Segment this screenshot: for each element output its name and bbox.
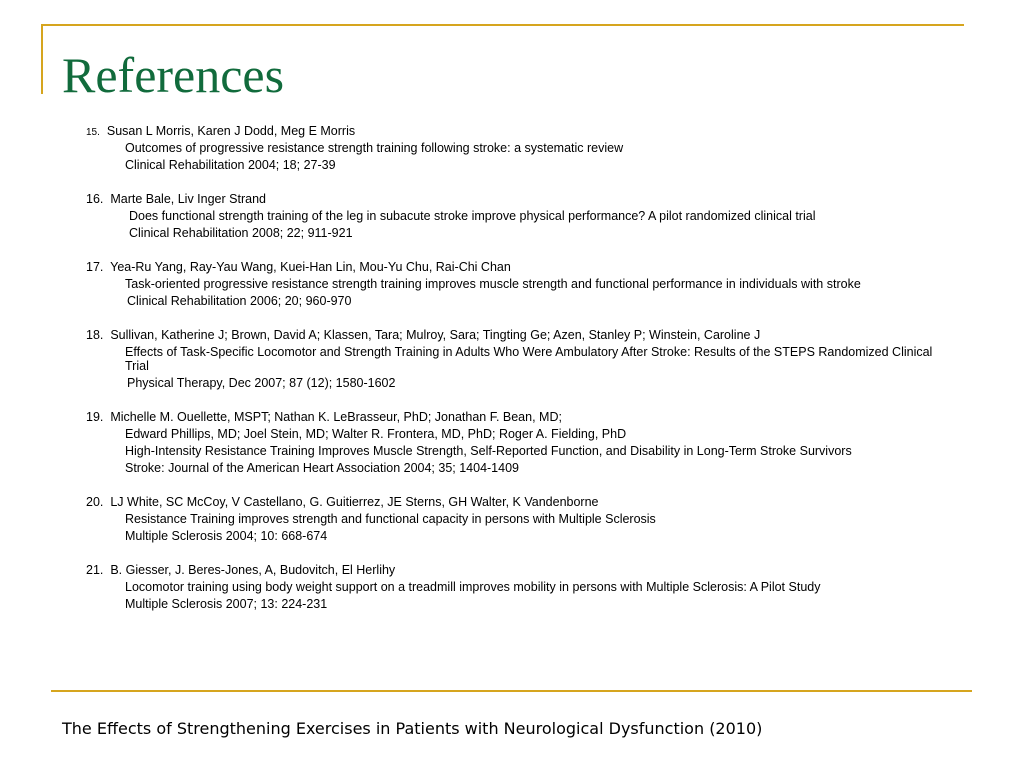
- reference-title: Task-oriented progressive resistance strength training improves muscle strength and functional performance in individuals with stroke: [125, 277, 861, 291]
- reference-coauthors: Edward Phillips, MD; Joel Stein, MD; Walter R. Frontera, MD, PhD; Roger A. Fielding, PhD: [125, 427, 627, 441]
- reference-17: [86, 259, 946, 310]
- reference-authors: Sullivan, Katherine J; Brown, David A; Klassen, Tara; Mulroy, Sara; Tingting Ge; Azen, Stanley P; Winstein, Caroline J: [110, 328, 761, 342]
- reference-title: High-Intensity Resistance Training Improves Muscle Strength, Self-Reported Function, and Disability in Long-Term Stroke Survivors: [125, 444, 852, 458]
- reference-citation: Stroke: Journal of the American Heart Association 2004; 35; 1404-1409: [125, 461, 519, 475]
- reference-number: 19.: [86, 410, 104, 424]
- reference-20: [86, 494, 946, 545]
- reference-citation: Clinical Rehabilitation 2006; 20; 960-970: [127, 294, 352, 308]
- reference-title: Does functional strength training of the leg in subacute stroke improve physical performance? A pilot randomized clinical trial: [129, 209, 816, 223]
- reference-authors: B. Giesser, J. Beres-Jones, A, Budovitch, El Herlihy: [110, 563, 396, 577]
- slide-footer: The Effects of Strengthening Exercises in Patients with Neurological Dysfunction (2010): [62, 719, 763, 738]
- reference-authors: Michelle M. Ouellette, MSPT; Nathan K. LeBrasseur, PhD; Jonathan F. Bean, MD;: [110, 410, 562, 424]
- reference-number: 20.: [86, 495, 104, 509]
- reference-citation: Multiple Sclerosis 2007; 13: 224-231: [125, 597, 328, 611]
- reference-authors: Susan L Morris, Karen J Dodd, Meg E Morris: [106, 124, 356, 138]
- frame-top-rule: [41, 24, 964, 26]
- reference-15: [86, 123, 946, 174]
- reference-citation: Clinical Rehabilitation 2008; 22; 911-921: [129, 226, 353, 240]
- reference-16: [86, 191, 946, 242]
- reference-authors: Yea-Ru Yang, Ray-Yau Wang, Kuei-Han Lin, Mou-Yu Chu, Rai-Chi Chan: [110, 260, 511, 274]
- reference-authors: Marte Bale, Liv Inger Strand: [110, 192, 266, 206]
- reference-title: Outcomes of progressive resistance strength training following stroke: a systematic review: [125, 141, 624, 155]
- reference-19: [86, 409, 946, 477]
- reference-title: Effects of Task-Specific Locomotor and Strength Training in Adults Who Were Ambulatory After Stroke: Results of the STEPS Randomized Clinical Trial: [125, 345, 933, 373]
- reference-number: 21.: [86, 563, 104, 577]
- reference-title: Locomotor training using body weight support on a treadmill improves mobility in persons with Multiple Sclerosis: A Pilot Study: [125, 580, 821, 594]
- footer-rule: [51, 690, 972, 692]
- reference-number: 18.: [86, 328, 104, 342]
- reference-list: [86, 123, 946, 613]
- reference-title: Resistance Training improves strength and functional capacity in persons with Multiple Sclerosis: [125, 512, 656, 526]
- reference-authors: LJ White, SC McCoy, V Castellano, G. Guitierrez, JE Sterns, GH Walter, K Vandenborne: [110, 495, 599, 509]
- slide-title: References: [62, 47, 285, 103]
- reference-citation: Multiple Sclerosis 2004; 10: 668-674: [125, 529, 328, 543]
- reference-number: 15.: [86, 127, 100, 138]
- reference-number: 16.: [86, 192, 104, 206]
- reference-21: [86, 562, 946, 613]
- reference-citation: Clinical Rehabilitation 2004; 18; 27-39: [125, 158, 336, 172]
- frame-left-rule: [41, 24, 43, 94]
- reference-citation: Physical Therapy, Dec 2007; 87 (12); 1580-1602: [127, 376, 396, 390]
- reference-number: 17.: [86, 260, 104, 274]
- reference-18: [86, 327, 946, 392]
